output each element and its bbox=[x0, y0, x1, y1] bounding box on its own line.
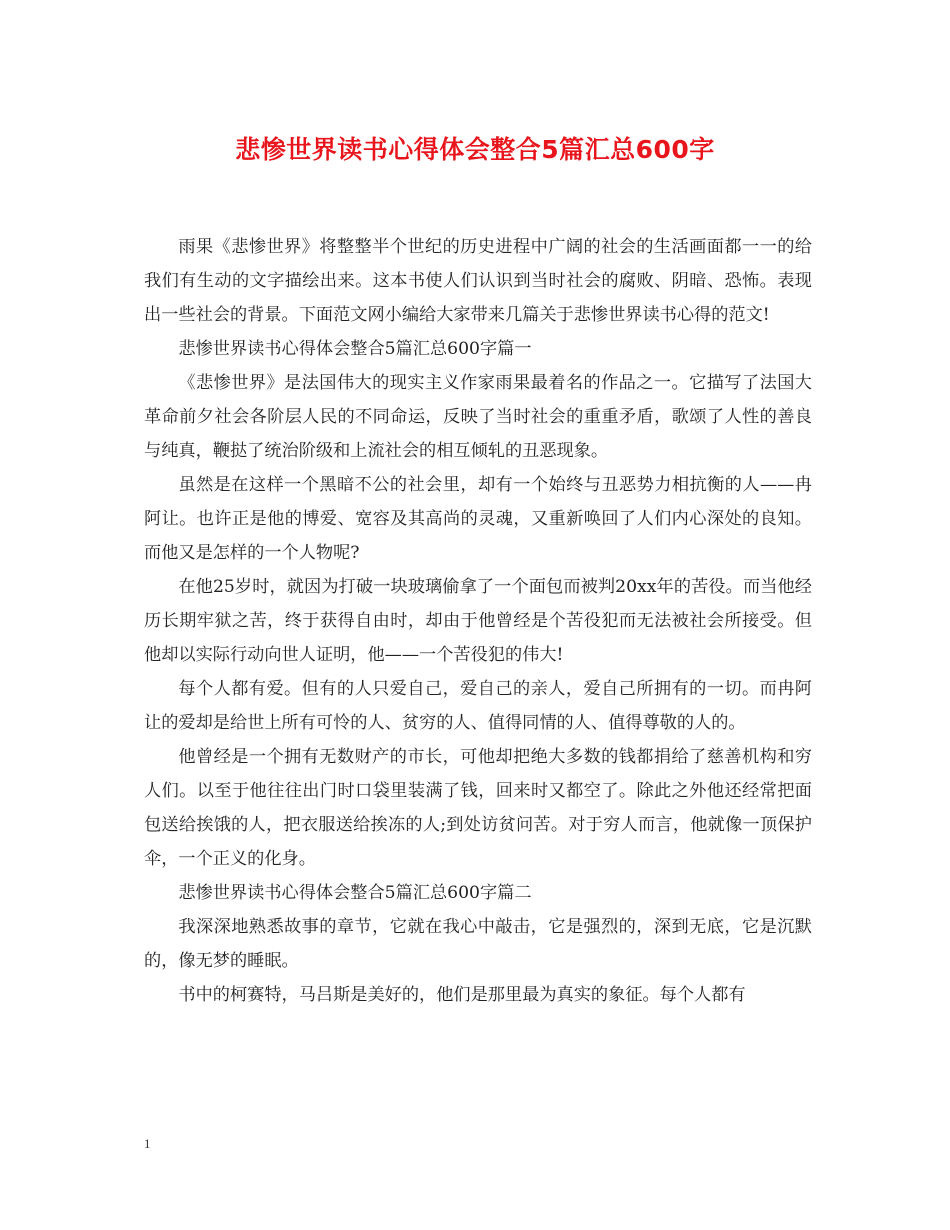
paragraph: 《悲惨世界》是法国伟大的现实主义作家雨果最着名的作品之一。它描写了法国大革命前夕社会各阶层人民的不同命运，反映了当时社会的重重矛盾，歌颂了人性的善良与纯真，鞭挞了统治阶级和上流社会的相互倾轧的丑恶现象。 bbox=[144, 373, 812, 461]
paragraph: 书中的柯赛特，马吕斯是美好的，他们是那里最为真实的象征。每个人都有 bbox=[178, 985, 746, 1005]
paragraph: 在他25岁时，就因为打破一块玻璃偷拿了一个面包而被判20xx年的苦役。而当他经历长期牢狱之苦，终于获得自由时，却由于他曾经是个苦役犯而无法被社会所接受。但他却以实际行动向世人证明，他——一个苦役犯的伟大! bbox=[144, 577, 812, 665]
document-body bbox=[144, 230, 812, 1012]
paragraph: 我深深地熟悉故事的章节，它就在我心中敲击，它是强烈的，深到无底，它是沉默的，像无梦的睡眠。 bbox=[144, 917, 812, 971]
section-heading: 悲惨世界读书心得体会整合5篇汇总600字篇二 bbox=[178, 883, 532, 903]
paragraph: 雨果《悲惨世界》将整整半个世纪的历史进程中广阔的社会的生活画面都一一的给我们有生动的文字描绘出来。这本书使人们认识到当时社会的腐败、阴暗、恐怖。表现出一些社会的背景。下面范文网小编给大家带来几篇关于悲惨世界读书心得的范文! bbox=[144, 237, 812, 325]
document-title: 悲惨世界读书心得体会整合5篇汇总600字 bbox=[235, 135, 715, 164]
paragraph: 虽然是在这样一个黑暗不公的社会里，却有一个始终与丑恶势力相抗衡的人——冉阿让。也许正是他的博爱、宽容及其高尚的灵魂，又重新唤回了人们内心深处的良知。而他又是怎样的一个人物呢? bbox=[144, 475, 812, 563]
paragraph: 他曾经是一个拥有无数财产的市长，可他却把绝大多数的钱都捐给了慈善机构和穷人们。以至于他往往出门时口袋里装满了钱，回来时又都空了。除此之外他还经常把面包送给挨饿的人，把衣服送给挨冻的人;到处访贫问苦。对于穷人而言，他就像一顶保护伞，一个正义的化身。 bbox=[144, 747, 812, 869]
page-number: 1 bbox=[144, 1136, 151, 1151]
section-heading: 悲惨世界读书心得体会整合5篇汇总600字篇一 bbox=[178, 339, 532, 359]
paragraph: 每个人都有爱。但有的人只爱自己，爱自己的亲人，爱自己所拥有的一切。而冉阿让的爱却是给世上所有可怜的人、贫穷的人、值得同情的人、值得尊敬的人的。 bbox=[144, 679, 812, 733]
